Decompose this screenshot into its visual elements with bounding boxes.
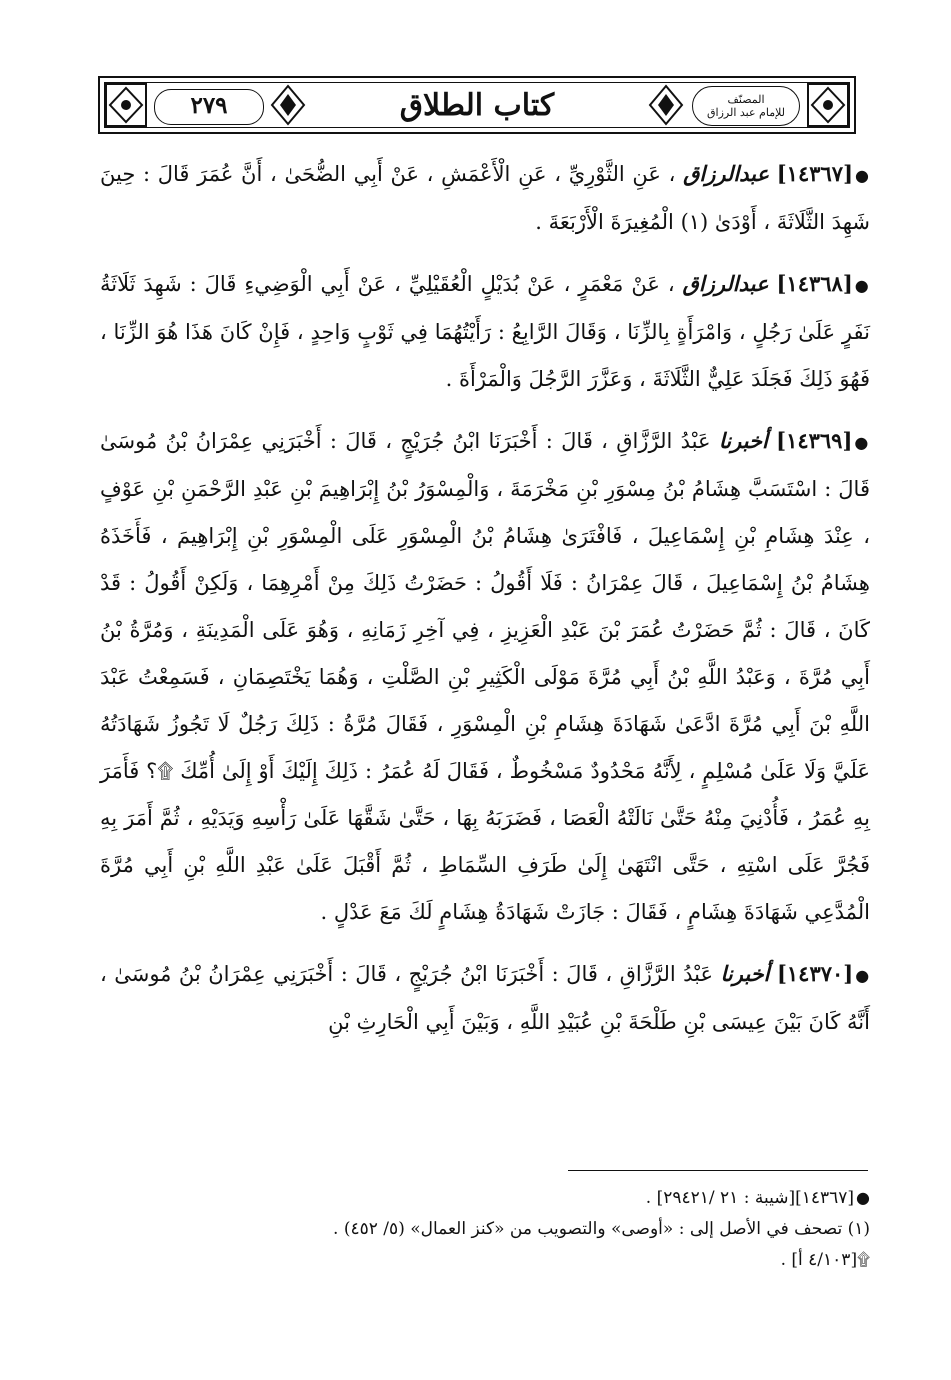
- footnote-reference: [100, 1182, 870, 1214]
- ornament-inner-left-icon: [268, 80, 308, 130]
- footnote-reference-text: [١٤٣٦٧][شيبة : ٢١ /٢٩٤٢١] .: [645, 1188, 855, 1208]
- ornament-left-icon: [104, 80, 148, 130]
- folio-marker: ۩[٤/١٠٣ أ] .: [780, 1250, 870, 1270]
- book-seal: [692, 86, 800, 126]
- hadith-text: عَبْدُ الرَّزَّاقِ ، قَالَ : أَخْبَرَنَا ابْنُ جُرَيْجٍ ، قَالَ : أَخْبَرَنِي عِمْرَانُ بْنُ مُوسَىٰ ، أَنَّهُ كَانَ بَيْنَ عِيسَى بْنِ طَلْحَةَ بْنِ عُبَيْدِ اللَّهِ ، وَبَيْنَ أَبِي الْحَارِثِ بْنِ: [100, 962, 870, 1034]
- main-text: [100, 150, 870, 1060]
- hadith-lead: عبدالرزاق: [682, 271, 769, 296]
- bullet-icon: ●: [854, 433, 870, 452]
- ornament-right-icon: [806, 80, 850, 130]
- footnotes: [100, 1182, 870, 1276]
- hadith-number: [١٤٣٦٨]: [776, 271, 853, 296]
- hadith-paragraph: [100, 260, 870, 403]
- hadith-number: [١٤٣٦٩]: [776, 428, 853, 453]
- hadith-number: [١٤٣٦٧]: [776, 161, 854, 186]
- page-header: [98, 76, 856, 134]
- ornament-inner-right-icon: [646, 80, 686, 130]
- seal-line-1: المصنّف: [727, 93, 765, 106]
- footnote-separator: [568, 1170, 868, 1171]
- footnote-1: (١) تصحف في الأصل إلى : «أوصى» والتصويب من «كنز العمال» (٥/ ٤٥٢) .: [333, 1219, 870, 1239]
- hadith-number: [١٤٣٧٠]: [776, 961, 854, 986]
- book-title: كتاب الطلاق: [399, 88, 555, 123]
- hadith-paragraph: [100, 950, 870, 1046]
- hadith-paragraph: [100, 417, 870, 936]
- seal-line-2: للإمام عبد الرزاق: [707, 106, 785, 119]
- hadith-text: عَبْدُ الرَّزَّاقِ ، قَالَ : أَخْبَرَنَا ابْنُ جُرَيْجٍ ، قَالَ : أَخْبَرَنِي عِمْرَانُ بْنُ مُوسَىٰ قَالَ : اسْتَسَبَّ هِشَامُ بْنُ مِسْوَرِ بْنِ مَخْرَمَةَ ، وَالْمِسْوَرُ بْنُ إِبْرَاهِيمَ بْنِ عَبْدِ الرَّحْمَنِ بْنِ عَوْفٍ ، عِنْدَ هِشَامِ بْنِ إِسْمَاعِيلَ ، فَافْتَرَىٰ هِشَامُ بْنُ الْمِسْوَرِ عَلَى الْمِسْوَرِ بْنِ إِبْرَاهِيمَ ، فَأَخَذَهُ هِشَامُ بْنُ إِسْمَاعِيلَ ، قَالَ عِمْرَانُ : فَلَا أَقُولُ : حَضَرْتُ ذَلِكَ مِنْ أَمْرِهِمَا ، وَلَكِنْ أَقُولُ : قَدْ كَانَ ، قَالَ : ثُمَّ حَضَرْتُ عُمَرَ بْنَ عَبْدِ الْعَزِيزِ ، فِي آخِرِ زَمَانِهِ ، وَهُوَ عَلَى الْمَدِينَةِ ، وَمُرَّةُ بْنُ أَبِي مُرَّةَ ، وَعَبْدُ اللَّهِ بْنُ أَبِي مُرَّةَ مَوْلَى الْكَثِيرِ بْنِ الصَّلْتِ ، وَهُمَا يَخْتَصِمَانِ ، فَسَمِعْتُ عَبْدَ اللَّهِ بْنَ أَبِي مُرَّةَ ادَّعَىٰ شَهَادَةَ هِشَامِ بْنِ الْمِسْوَرِ ، فَقَالَ مُرَّةُ : ذَلِكَ رَجُلٌ لَا تَجُوزُ شَهَادَتُهُ عَلَيَّ وَلَا عَلَىٰ مُسْلِمٍ ، لِأَنَّهُ مَحْدُودٌ مَسْخُوطٌ ، فَقَالَ لَهُ عُمَرُ : ذَلِكَ إِلَيْكَ أَوْ إِلَىٰ أُمِّكَ ۩؟ فَأَمَرَ بِهِ عُمَرُ ، فَأُدْنِيَ مِنْهُ حَتَّىٰ نَالَتْهُ الْعَصَا ، فَضَرَبَهُ بِهَا ، حَتَّىٰ شَقَّهَا عَلَىٰ رَأْسِهِ وَيَدَيْهِ ، ثُمَّ أَمَرَ بِهِ فَجُرَّ عَلَى اسْتِهِ ، حَتَّى انْتَهَىٰ إِلَىٰ طَرَفِ السِّمَاطِ ، ثُمَّ أَقْبَلَ عَلَىٰ عَبْدِ اللَّهِ بْنِ أَبِي مُرَّةَ الْمُدَّعِي شَهَادَةَ هِشَامٍ ، فَقَالَ : جَازَتْ شَهَادَةُ هِشَامٍ لَكَ مَعَ عَدْلٍ .: [100, 429, 870, 924]
- hadith-text: ، عَنْ مَعْمَرٍ ، عَنْ بُدَيْلٍ الْعُقَيْلِيِّ ، عَنْ أَبِي الْوَضِيءِ قَالَ : شَهِدَ ثَلَاثَةُ نَفَرٍ عَلَىٰ رَجُلٍ ، وَامْرَأَةٍ بِالزِّنَا ، وَقَالَ الرَّابِعُ : رَأَيْتُهُمَا فِي ثَوْبٍ وَاحِدٍ ، فَإِنْ كَانَ هَذَا هُوَ الزِّنَا ، فَهُوَ ذَلِكَ فَجَلَدَ عَلِيٌّ الثَّلَاثَةَ ، وَعَزَّرَ الرَّجُلَ وَالْمَرْأَةَ .: [100, 272, 870, 391]
- bullet-icon: ●: [855, 166, 870, 185]
- hadith-paragraph: [100, 150, 870, 246]
- bullet-icon: ●: [856, 1188, 870, 1207]
- bullet-icon: ●: [854, 276, 870, 295]
- bullet-icon: ●: [855, 966, 870, 985]
- hadith-lead: عبدالرزاق: [683, 161, 770, 186]
- hadith-lead: أخبرنا: [718, 428, 768, 453]
- hadith-text: ، عَنِ الثَّوْرِيِّ ، عَنِ الْأَعْمَشِ ، عَنْ أَبِي الضُّحَىٰ ، أَنَّ عُمَرَ قَالَ : حِينَ شَهِدَ الثَّلَاثَةَ ، أَوْدَىٰ (١) الْمُغِيرَةَ الْأَرْبَعَةَ .: [100, 162, 870, 234]
- hadith-lead: أخبرنا: [720, 961, 770, 986]
- page-number: ٢٧٩: [154, 89, 264, 125]
